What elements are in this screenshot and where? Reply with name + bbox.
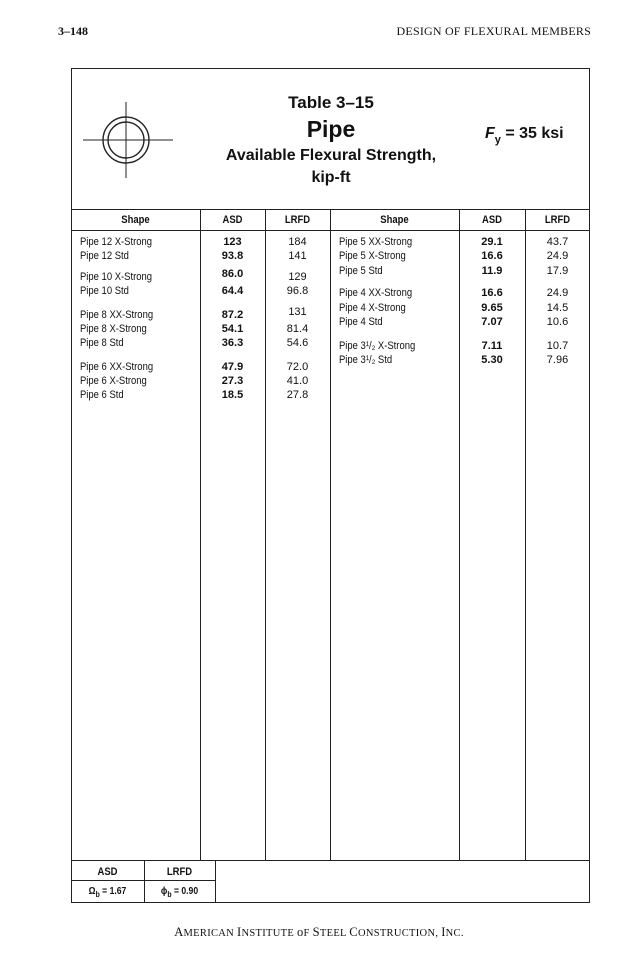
factor-asd-label: ASD xyxy=(97,866,118,878)
factor-lrfd-label: LRFD xyxy=(166,866,193,878)
phi-value: = 0.90 xyxy=(171,886,199,897)
lrfd-value: 129 xyxy=(288,271,307,283)
factors-right-edge xyxy=(215,860,216,903)
lrfd-value: 131 xyxy=(288,306,307,318)
fy-subscript: y xyxy=(494,134,501,146)
phi-factor xyxy=(149,886,210,897)
lrfd-value: 41.0 xyxy=(286,375,309,387)
shape-label: Pipe 12 Std xyxy=(80,250,129,262)
shape-label: Pipe 8 X-Strong xyxy=(80,323,147,335)
shape-label: Pipe 6 X-Strong xyxy=(80,375,147,387)
lrfd-value: 43.7 xyxy=(546,236,569,248)
yield-stress xyxy=(485,125,564,146)
asd-value: 29.1 xyxy=(481,236,503,248)
lrfd-value: 24.9 xyxy=(546,250,569,262)
lrfd-value: 184 xyxy=(288,236,307,248)
col-header-shape-left: Shape xyxy=(121,214,150,226)
asd-value: 87.2 xyxy=(221,309,244,321)
lrfd-value: 17.9 xyxy=(546,265,569,277)
col-header-lrfd-right: LRFD xyxy=(544,214,571,226)
lrfd-value: 81.4 xyxy=(286,323,309,335)
asd-value: 9.65 xyxy=(481,302,503,314)
asd-value: 7.11 xyxy=(481,340,503,352)
table-name: Pipe xyxy=(306,116,356,142)
shape-label: Pipe 10 Std xyxy=(80,285,129,297)
shape-label: Pipe 6 XX-Strong xyxy=(80,361,154,373)
shape-label: Pipe 4 X-Strong xyxy=(339,302,406,314)
fy-symbol: F xyxy=(485,125,495,142)
fy-value: = 35 ksi xyxy=(500,125,564,142)
col-divider-3 xyxy=(330,209,331,860)
lrfd-value: 14.5 xyxy=(546,302,569,314)
table-subtitle-1: Available Flexural Strength, xyxy=(225,147,437,164)
phi-symbol: ϕ xyxy=(160,886,168,897)
asd-value: 36.3 xyxy=(221,337,244,349)
shape-label: Pipe 8 Std xyxy=(80,337,124,349)
lrfd-value: 27.8 xyxy=(286,389,309,401)
col-header-asd-left: ASD xyxy=(222,214,243,226)
asd-value: 16.6 xyxy=(481,250,503,262)
table-subtitle-2: kip-ft xyxy=(311,169,351,186)
factors-rule-top xyxy=(71,860,590,861)
omega-symbol: Ω xyxy=(88,886,96,897)
asd-value: 7.07 xyxy=(481,316,503,328)
lrfd-value: 96.8 xyxy=(286,285,309,297)
lrfd-value: 54.6 xyxy=(286,337,309,349)
pipe-section-icon xyxy=(83,102,173,178)
shape-label: Pipe 4 XX-Strong xyxy=(339,287,413,299)
col-header-shape-right: Shape xyxy=(380,214,409,226)
col-header-lrfd-left: LRFD xyxy=(284,214,311,226)
table-number: Table 3–15 xyxy=(288,93,374,112)
asd-value: 47.9 xyxy=(221,361,244,373)
asd-value: 18.5 xyxy=(221,389,244,401)
asd-value: 54.1 xyxy=(221,323,244,335)
section-title: DESIGN OF FLEXURAL MEMBERS xyxy=(396,24,591,38)
omega-value: = 1.67 xyxy=(99,886,127,897)
lrfd-value: 10.7 xyxy=(546,340,569,352)
col-divider-1 xyxy=(200,209,201,860)
shape-label: Pipe 5 Std xyxy=(339,265,383,277)
omega-factor xyxy=(76,886,139,897)
publisher-footer xyxy=(0,925,638,940)
shape-label: Pipe 5 XX-Strong xyxy=(339,236,413,248)
lrfd-value: 141 xyxy=(288,250,307,262)
lrfd-value: 7.96 xyxy=(546,354,569,366)
lrfd-value: 10.6 xyxy=(546,316,569,328)
shape-label: Pipe 8 XX-Strong xyxy=(80,309,154,321)
asd-value: 64.4 xyxy=(221,285,244,297)
factors-divider xyxy=(144,860,145,903)
page-number: 3–148 xyxy=(58,24,88,38)
table-title-block xyxy=(200,92,462,188)
shape-label: Pipe 5 X-Strong xyxy=(339,250,406,262)
lrfd-value: 72.0 xyxy=(286,361,309,373)
asd-value: 123 xyxy=(223,236,242,248)
asd-value: 16.6 xyxy=(481,287,503,299)
shape-label: Pipe 12 X-Strong xyxy=(80,236,153,248)
shape-label: Pipe 3¹/₂ X-Strong xyxy=(339,340,416,352)
asd-value: 93.8 xyxy=(221,250,244,262)
lrfd-value: 24.9 xyxy=(546,287,569,299)
phi-subscript: b xyxy=(167,890,172,899)
asd-value: 27.3 xyxy=(221,375,244,387)
shape-label: Pipe 10 X-Strong xyxy=(80,271,153,283)
shape-label: Pipe 3¹/₂ Std xyxy=(339,354,393,366)
shape-label: Pipe 4 Std xyxy=(339,316,383,328)
omega-subscript: b xyxy=(95,890,100,899)
factors-rule-mid xyxy=(71,880,215,881)
shape-label: Pipe 6 Std xyxy=(80,389,124,401)
asd-value: 5.30 xyxy=(481,354,503,366)
asd-value: 86.0 xyxy=(221,268,244,280)
publisher-name: AMERICAN INSTITUTE oF STEEL CONSTRUCTION, INC. xyxy=(174,925,464,939)
col-header-asd-right: ASD xyxy=(482,214,502,226)
asd-value: 11.9 xyxy=(481,265,503,277)
